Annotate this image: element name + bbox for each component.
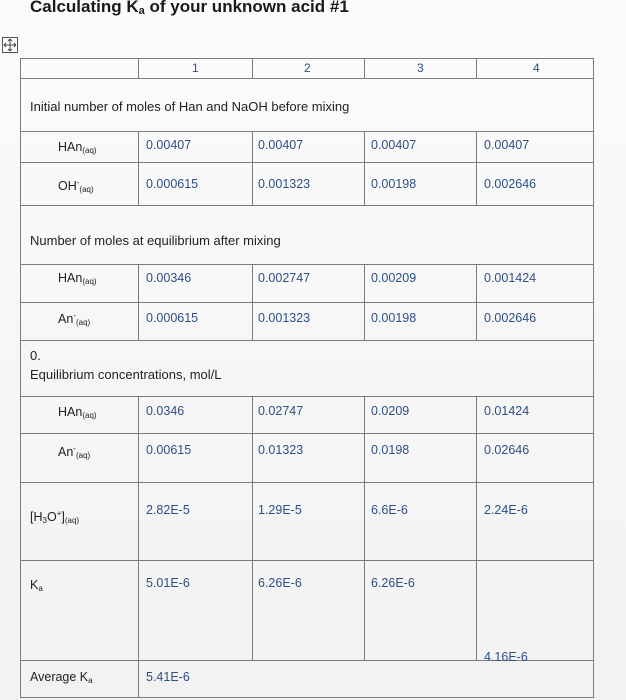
cell-value: 0.02646 [484,443,530,457]
cell-value: 0.00198 [371,311,417,325]
cell-value: 0.0209 [371,404,410,418]
cell-value: 6.26E-6 [371,576,415,590]
cell-value: 2.24E-6 [484,503,528,517]
cell-value: 0.000615 [146,177,199,191]
cell-value: 0.00407 [258,138,304,152]
cell-value: 0.001323 [258,177,311,191]
row-label-han-equilibrium: HAn$_{(aq)}$ [58,271,97,286]
row-label-oh-initial: $OH^-_{(aq)}$ [58,178,94,195]
cell-value: 0.00198 [371,177,417,191]
section-heading-concentrations: Equilibrium concentrations, mol/L [30,367,222,382]
section-heading-initial: Initial number of moles of Han and NaOH before mixing [30,99,350,114]
cell-value: 2.82E-5 [146,503,190,517]
cell-value: 0.001323 [258,311,311,325]
cell-value: 0.00615 [146,443,192,457]
row-label-han-concentration: HAn$_{(aq)}$ [58,405,97,420]
column-header-2: 2 [304,61,311,75]
row-label-an-concentration: $An^-_{(aq)}$ [58,444,91,461]
cell-value: 5.01E-6 [146,576,190,590]
column-header-3: 3 [417,61,424,75]
cell-value: 0.002747 [258,271,311,285]
cell-value: 0.00346 [146,271,192,285]
cell-value: 0.00407 [371,138,417,152]
cell-value: 0.000615 [146,311,199,325]
cell-value: 0.00407 [484,138,530,152]
column-header-4: 4 [533,61,540,75]
row-label-ka: $K_a$ [30,578,43,593]
table-move-handle[interactable] [2,37,18,53]
cell-value: 0.00209 [371,271,417,285]
move-icon [3,38,17,52]
column-header-1: 1 [192,61,199,75]
row-label-han-initial: HAn$_{(aq)}$ [58,140,97,155]
cell-value: 0.002646 [484,177,537,191]
cell-value: 0.01424 [484,404,530,418]
cell-value: 0.002646 [484,311,537,325]
section-heading-equilibrium-moles: Number of moles at equilibrium after mixing [30,233,281,248]
cell-value: 0.0198 [371,443,410,457]
average-ka-value: 5.41E-6 [146,670,190,684]
row-label-h3o-concentration: $[H_3O^+]_{(aq)}$ [30,509,80,526]
cell-value: 6.26E-6 [258,576,302,590]
cell-value: 0.01323 [258,443,304,457]
cell-value: 0.00407 [146,138,192,152]
cell-value: 6.6E-6 [371,503,408,517]
cell-value: 4.16E-6 [484,650,528,664]
cell-value: 0.0346 [146,404,185,418]
cell-value: 0.02747 [258,404,304,418]
cell-value: 1.29E-5 [258,503,302,517]
section-prefix: 0. [30,348,41,363]
page-title: Calculating $K_a$ of your unknown acid #1 [30,0,349,17]
row-label-average-ka: Average $K_a$ [30,670,93,685]
row-label-an-equilibrium: $An^-_{(aq)}$ [58,311,91,328]
cell-value: 0.001424 [484,271,537,285]
